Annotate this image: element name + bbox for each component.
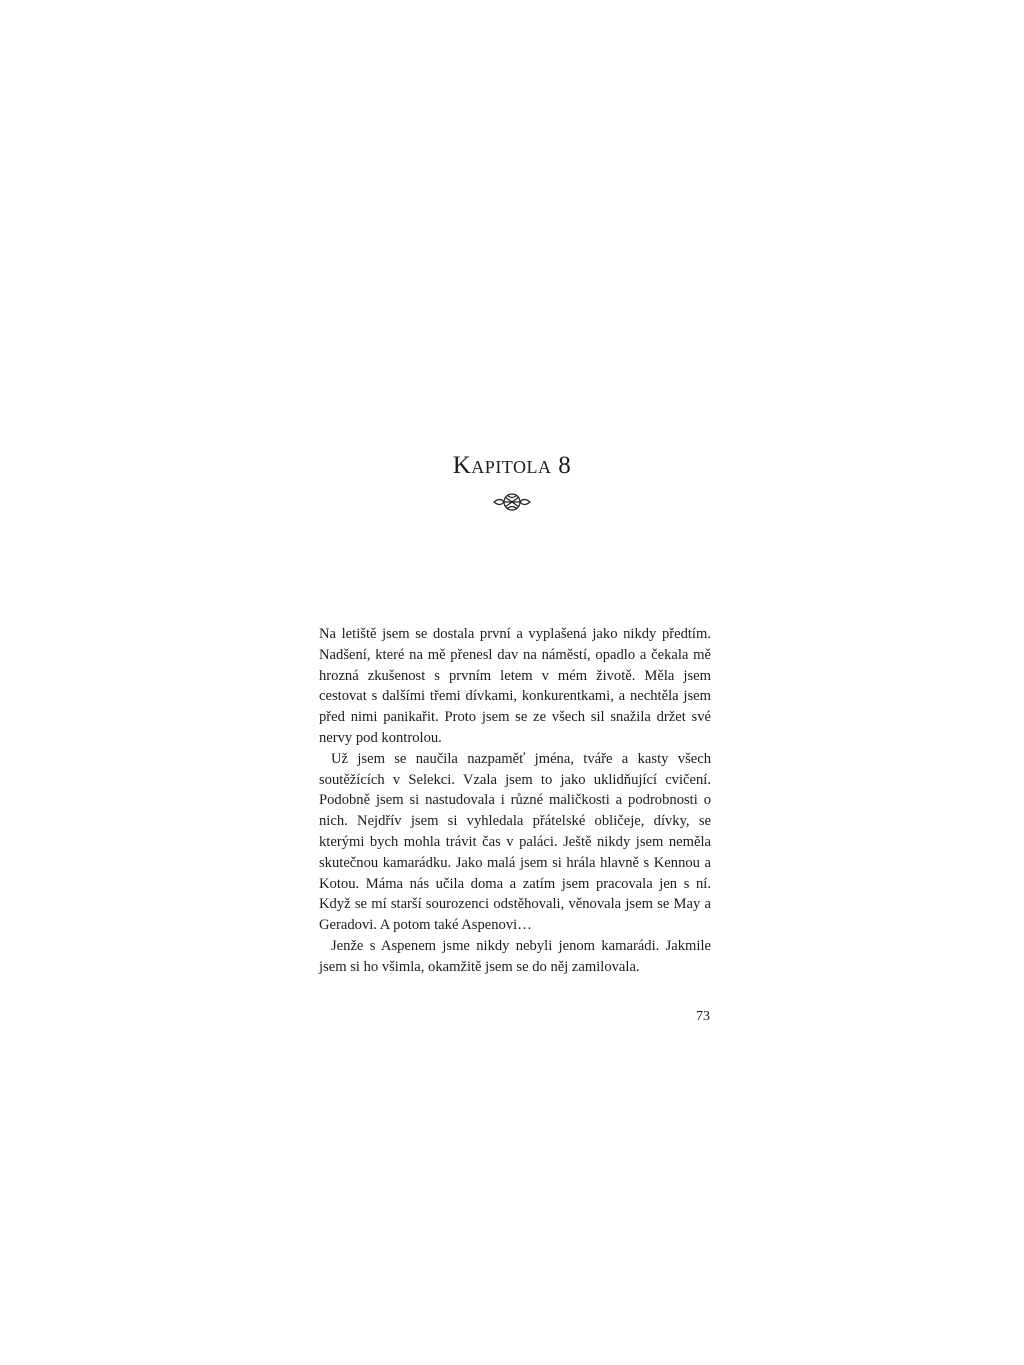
page-number: 73 xyxy=(696,1009,710,1024)
chapter-title: Kapitola 8 xyxy=(452,452,572,479)
paragraph-3: Jenže s Aspenem jsme nikdy nebyli jenom kamarádi. Jakmile jsem si ho všimla, okamžitě jsem se do něj zamilovala. xyxy=(319,937,711,975)
paragraph-2: Už jsem se naučila nazpaměť jména, tváře a kasty všech soutěžících v Selekci. Vzala jsem to jako uklidňující cvičení. Podobně jsem si nastudovala i různé maličkosti a podrobnosti o nich. Nejdřív jsem si vyhledala přátelské obličeje, dívky, se kterými bych mohla trávit čas v paláci. Ještě nikdy jsem neměla skutečnou kamarádku. Jako malá jsem si hrála hlavně s Kennou a Kotou. Máma nás učila doma a zatím jsem pracovala jen s ní. Když se mí starší sourozenci odstěhovali, věnovala jsem se May a Geradovi. A potom také Aspenovi… xyxy=(319,750,711,934)
paragraph-1: Na letiště jsem se dostala první a vyplašená jako nikdy předtím. Nadšení, které na mě přenesl dav na náměstí, opadlo a čekala mě hrozná zkušenost s prvním letem v mém životě. Měla jsem cestovat s dalšími třemi dívkami, konkurentkami, a nechtěla jsem před nimi panikařit. Proto jsem se ze všech sil snažila držet své nervy pod kontrolou. xyxy=(319,626,711,746)
chapter-body xyxy=(319,624,711,978)
decorative-knot-ornament-icon xyxy=(492,491,532,513)
